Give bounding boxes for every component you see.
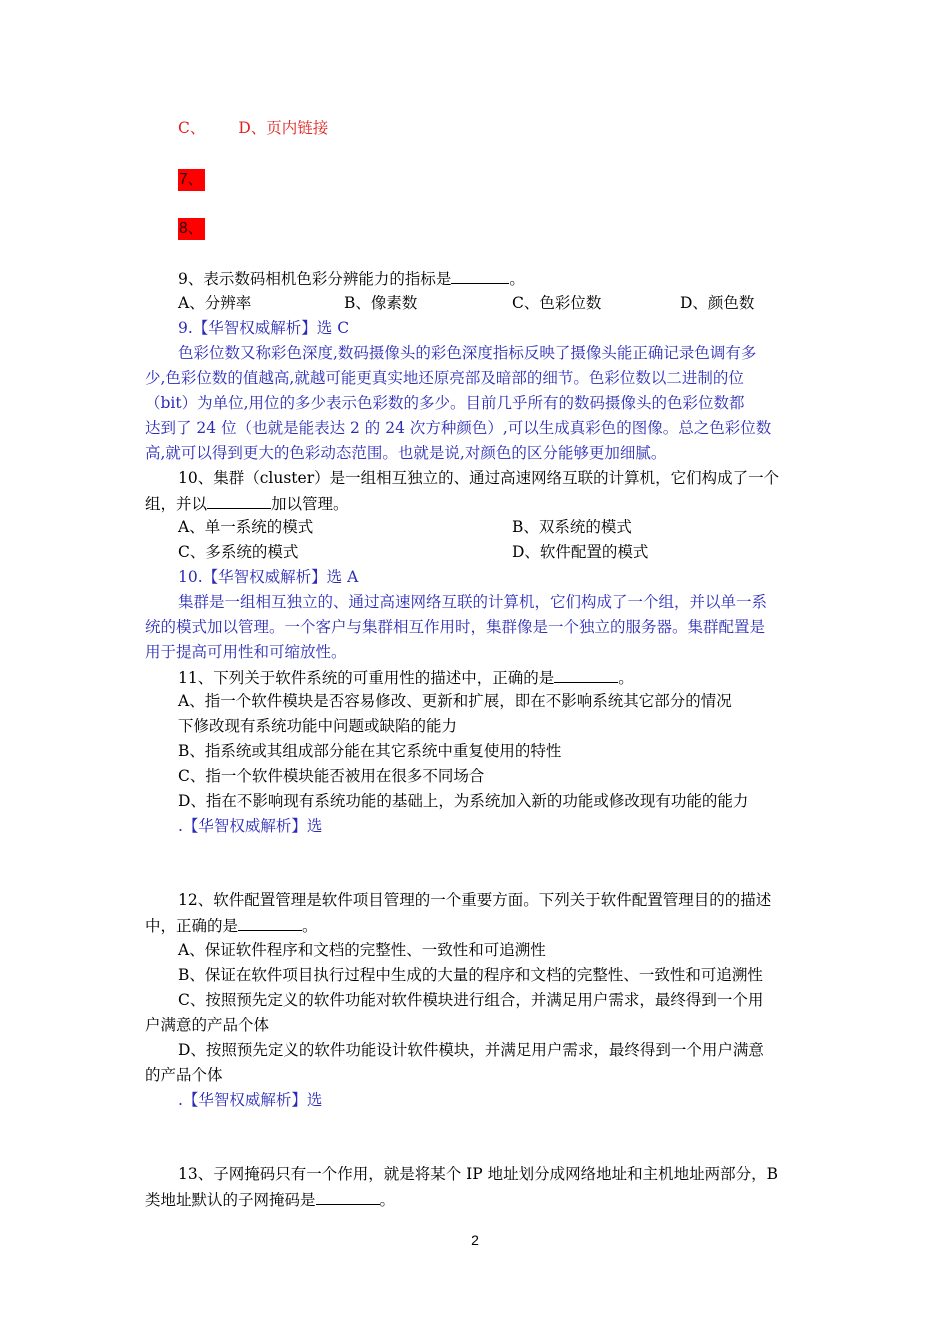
q10-analysis-line: 集群是一组相互独立的、通过高速网络互联的计算机，它们构成了一个组，并以单一系: [178, 593, 768, 611]
q9-option-b: B、像素数: [344, 294, 418, 312]
q10-option-b: B、双系统的模式: [512, 518, 632, 536]
q12-option-c: C、按照预先定义的软件功能对软件模块进行组合，并满足用户需求，最终得到一个用: [178, 991, 764, 1009]
answer-blank: [238, 914, 302, 931]
q9-stem: 9、表示数码相机色彩分辨能力的指标是 。: [178, 267, 525, 290]
q10-option-d: D、软件配置的模式: [512, 543, 649, 561]
option-d: D、页内链接: [238, 119, 329, 137]
q10-analysis-line: 用于提高可用性和可缩放性。: [145, 643, 347, 661]
q12-option-d-cont: 的产品个体: [145, 1066, 223, 1084]
q13-stem: 13、子网掩码只有一个作用，就是将某个 IP 地址划分成网络地址和主机地址两部分，B: [178, 1165, 779, 1183]
q9-option-d: D、颜色数: [680, 294, 755, 312]
q12-answer: .【华智权威解析】选: [178, 1091, 323, 1109]
q11-answer: .【华智权威解析】选: [178, 817, 323, 835]
option-c: C、: [178, 119, 206, 137]
q11-option-d: D、指在不影响现有系统功能的基础上，为系统加入新的功能或修改现有功能的能力: [178, 792, 749, 810]
q11-option-a: A、指一个软件模块是否容易修改、更新和扩展，即在不影响系统其它部分的情况: [178, 692, 732, 710]
q9-analysis-line: （bit）为单位,用位的多少表示色彩数的多少。目前几乎所有的数码摄像头的色彩位数都: [145, 394, 745, 412]
q12-stem: 12、软件配置管理是软件项目管理的一个重要方面。下列关于软件配置管理目的的描述: [178, 891, 772, 909]
q8-options-cd: [178, 117, 328, 139]
answer-blank: [451, 267, 509, 284]
q10-stem-cont: 组，并以 加以管理。: [145, 492, 349, 515]
q9-analysis-line: 色彩位数又称彩色深度,数码摄像头的彩色深度指标反映了摄像头能正确记录色调有多: [178, 344, 757, 362]
answer-blank: [554, 666, 618, 683]
q9-answer: 9.【华智权威解析】选 C: [178, 319, 350, 337]
q11-option-b: B、指系统或其组成部分能在其它系统中重复使用的特性: [178, 742, 562, 760]
q11-stem: 11、下列关于软件系统的可重用性的描述中，正确的是 。: [178, 666, 634, 689]
q12-option-a: A、保证软件程序和文档的完整性、一致性和可追溯性: [178, 941, 546, 959]
q11-option-c: C、指一个软件模块能否被用在很多不同场合: [178, 767, 485, 785]
q9-analysis-line: 高,就可以得到更大的色彩动态范围。也就是说,对颜色的区分能够更加细腻。: [145, 444, 667, 462]
q10-option-c: C、多系统的模式: [178, 543, 299, 561]
q10-analysis-line: 统的模式加以管理。一个客户与集群相互作用时，集群像是一个独立的服务器。集群配置是: [145, 618, 766, 636]
answer-blank: [207, 492, 271, 509]
question-8-marker: 8、: [178, 217, 205, 240]
q11-option-a-cont: 下修改现有系统功能中问题或缺陷的能力: [178, 717, 458, 735]
q12-option-b: B、保证在软件项目执行过程中生成的大量的程序和文档的完整性、一致性和可追溯性: [178, 966, 763, 984]
q9-analysis-line: 达到了 24 位（也就是能表达 2 的 24 次方种颜色）,可以生成真彩色的图像。总之色彩位数: [145, 419, 772, 437]
q12-stem-cont: 中，正确的是 。: [145, 914, 318, 937]
q10-stem: 10、集群（cluster）是一组相互独立的、通过高速网络互联的计算机，它们构成了一个: [178, 469, 780, 487]
q9-option-a: A、分辨率: [178, 294, 252, 312]
q13-stem-cont: 类地址默认的子网掩码是 。: [145, 1188, 395, 1211]
q10-option-a: A、单一系统的模式: [178, 518, 314, 536]
page-number: 2: [471, 1232, 479, 1248]
q12-option-d: D、按照预先定义的软件功能设计软件模块，并满足用户需求，最终得到一个用户满意: [178, 1041, 764, 1059]
q9-analysis-line: 少,色彩位数的值越高,就越可能更真实地还原亮部及暗部的细节。色彩位数以二进制的位: [145, 369, 744, 387]
q9-option-c: C、色彩位数: [512, 294, 602, 312]
q10-answer: 10.【华智权威解析】选 A: [178, 568, 359, 586]
q12-option-c-cont: 户满意的产品个体: [145, 1016, 270, 1034]
question-7-marker: 7、: [178, 168, 205, 191]
answer-blank: [316, 1188, 380, 1205]
